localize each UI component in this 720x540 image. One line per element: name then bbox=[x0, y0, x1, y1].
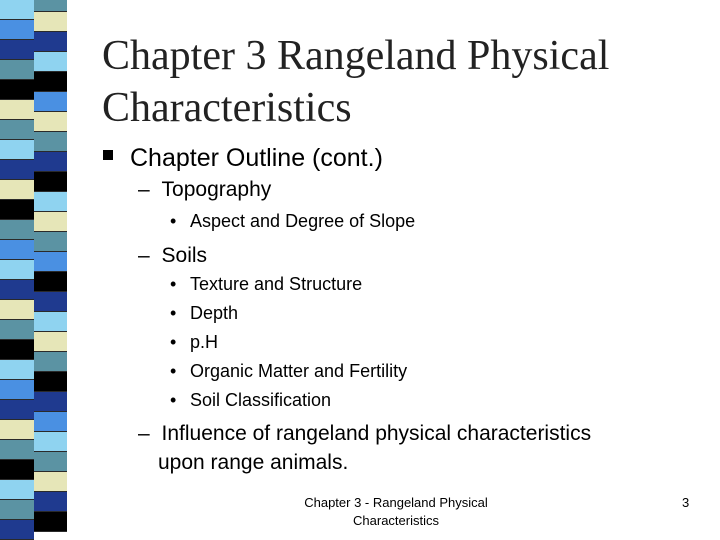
stripe-segment bbox=[34, 12, 67, 32]
sub-item-text: p.H bbox=[190, 332, 219, 352]
stripe-segment bbox=[34, 232, 67, 252]
stripe-segment bbox=[0, 60, 34, 80]
stripe-segment bbox=[34, 252, 67, 272]
dash-marker: – bbox=[138, 422, 150, 445]
stripe-segment bbox=[34, 212, 67, 232]
influence-line-1: Influence of rangeland physical characteristics bbox=[161, 422, 592, 445]
sub-list-item bbox=[170, 272, 362, 296]
stripe-segment bbox=[34, 132, 67, 152]
stripe-segment bbox=[34, 452, 67, 472]
stripe-segment bbox=[0, 520, 34, 540]
slide-footer bbox=[285, 494, 507, 530]
stripe-segment bbox=[0, 220, 34, 240]
stripe-segment bbox=[34, 332, 67, 352]
sub-list-item bbox=[170, 359, 407, 383]
stripe-segment bbox=[0, 40, 34, 60]
stripe-column-right bbox=[34, 0, 67, 540]
stripe-segment bbox=[34, 472, 67, 492]
footer-line-2: Characteristics bbox=[353, 513, 439, 528]
stripe-segment bbox=[34, 72, 67, 92]
stripe-segment bbox=[34, 392, 67, 412]
stripe-segment bbox=[0, 300, 34, 320]
bullet-marker: • bbox=[170, 274, 177, 294]
square-bullet-icon bbox=[103, 150, 113, 160]
stripe-segment bbox=[0, 360, 34, 380]
stripe-segment bbox=[34, 292, 67, 312]
stripe-segment bbox=[0, 420, 34, 440]
stripe-segment bbox=[34, 312, 67, 332]
stripe-segment bbox=[0, 340, 34, 360]
stripe-segment bbox=[0, 200, 34, 220]
stripe-segment bbox=[0, 460, 34, 480]
topography-heading: Topography bbox=[161, 178, 272, 201]
stripe-segment bbox=[0, 0, 34, 20]
stripe-segment bbox=[0, 280, 34, 300]
stripe-segment bbox=[34, 152, 67, 172]
stripe-segment bbox=[0, 240, 34, 260]
stripe-segment bbox=[34, 512, 67, 532]
stripe-segment bbox=[0, 480, 34, 500]
decorative-stripe bbox=[0, 0, 67, 540]
stripe-segment bbox=[34, 492, 67, 512]
stripe-segment bbox=[34, 172, 67, 192]
dash-marker: – bbox=[138, 178, 150, 201]
stripe-segment bbox=[34, 0, 67, 12]
stripe-segment bbox=[34, 52, 67, 72]
stripe-segment bbox=[0, 20, 34, 40]
stripe-segment bbox=[0, 180, 34, 200]
sub-item-text: Texture and Structure bbox=[190, 274, 363, 294]
stripe-segment bbox=[34, 352, 67, 372]
bullet-marker: • bbox=[170, 332, 177, 352]
stripe-segment bbox=[0, 260, 34, 280]
sub-list-item bbox=[170, 388, 331, 412]
stripe-segment bbox=[34, 192, 67, 212]
sub-list-item bbox=[170, 330, 218, 354]
bullet-marker: • bbox=[170, 303, 177, 323]
page-number: 3 bbox=[682, 495, 690, 510]
stripe-segment bbox=[0, 500, 34, 520]
stripe-segment bbox=[34, 432, 67, 452]
dash-marker: – bbox=[138, 244, 150, 267]
stripe-segment bbox=[0, 400, 34, 420]
sub-list-item bbox=[170, 301, 238, 325]
stripe-segment bbox=[0, 80, 34, 100]
stripe-segment bbox=[0, 140, 34, 160]
bullet-marker: • bbox=[170, 390, 177, 410]
stripe-segment bbox=[0, 160, 34, 180]
topography-item bbox=[138, 176, 271, 204]
stripe-segment bbox=[34, 372, 67, 392]
slide-title bbox=[102, 30, 702, 134]
soils-item bbox=[138, 242, 207, 270]
stripe-segment bbox=[34, 412, 67, 432]
influence-line-2: upon range animals. bbox=[158, 451, 349, 474]
stripe-segment bbox=[0, 440, 34, 460]
stripe-segment bbox=[0, 380, 34, 400]
sub-item-text: Soil Classification bbox=[190, 390, 332, 410]
soils-heading: Soils bbox=[161, 244, 208, 267]
title-line-1: Chapter 3 Rangeland Physical bbox=[102, 33, 610, 79]
influence-item bbox=[138, 420, 591, 448]
outline-heading-text: Chapter Outline (cont.) bbox=[130, 144, 383, 172]
stripe-segment bbox=[34, 32, 67, 52]
stripe-segment bbox=[0, 100, 34, 120]
stripe-column-left bbox=[0, 0, 34, 540]
bullet-marker: • bbox=[170, 211, 177, 231]
stripe-segment bbox=[34, 272, 67, 292]
sub-item-text: Aspect and Degree of Slope bbox=[190, 211, 416, 231]
stripe-segment bbox=[0, 120, 34, 140]
stripe-segment bbox=[0, 320, 34, 340]
stripe-segment bbox=[34, 112, 67, 132]
bullet-marker: • bbox=[170, 361, 177, 381]
sub-item-text: Organic Matter and Fertility bbox=[190, 361, 408, 381]
sub-item-text: Depth bbox=[190, 303, 239, 323]
influence-continuation bbox=[158, 449, 348, 477]
footer-line-1: Chapter 3 - Rangeland Physical bbox=[304, 495, 488, 510]
stripe-segment bbox=[34, 92, 67, 112]
title-line-2: Characteristics bbox=[102, 85, 352, 131]
sub-list-item bbox=[170, 209, 415, 233]
